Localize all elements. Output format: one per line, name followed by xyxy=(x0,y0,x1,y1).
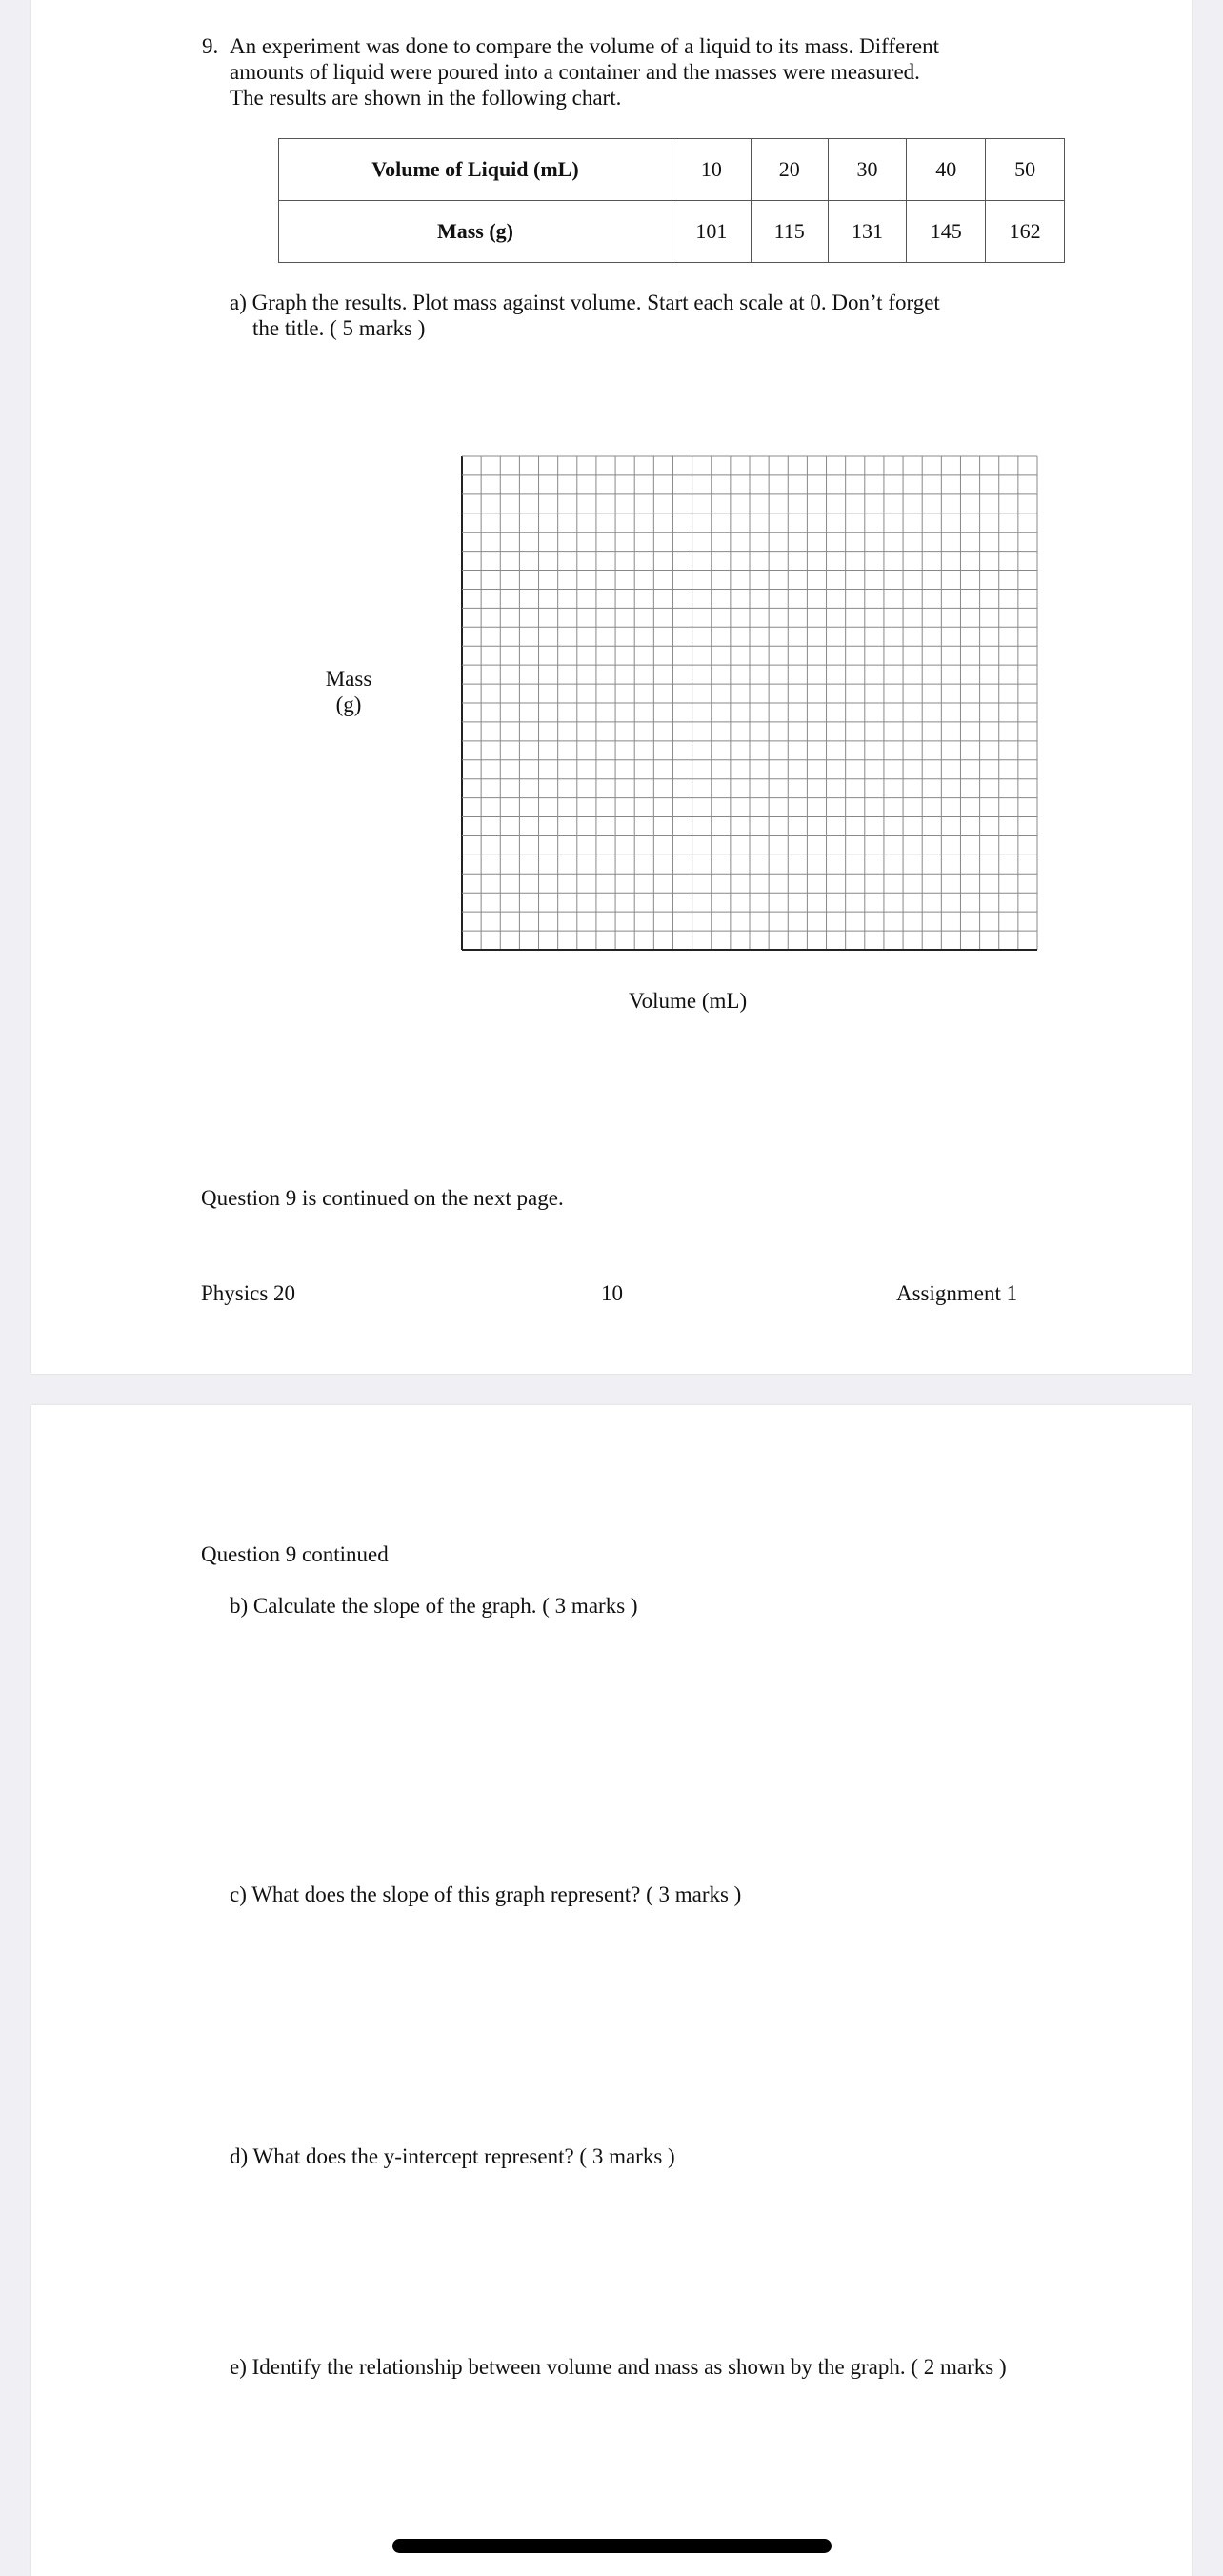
volume-cell: 20 xyxy=(751,139,828,201)
y-axis-label-line-2: (g) xyxy=(335,693,362,716)
volume-header-cell: Volume of Liquid (mL) xyxy=(279,139,672,201)
part-a-line-2: the title. ( 5 marks ) xyxy=(252,316,426,340)
data-table xyxy=(278,138,1065,263)
volume-cell: 40 xyxy=(907,139,986,201)
volume-cell: 10 xyxy=(672,139,752,201)
intro-line-3: The results are shown in the following chart. xyxy=(230,86,622,110)
y-axis-label-line-1: Mass xyxy=(325,667,372,691)
part-e: e) Identify the relationship between volume and mass as shown by the graph. ( 2 marks ) xyxy=(230,2355,1007,2379)
footer-course: Physics 20 xyxy=(201,1281,296,1305)
document-page-1 xyxy=(31,0,1192,1374)
mass-cell: 131 xyxy=(828,201,907,263)
x-axis-label: Volume (mL) xyxy=(629,989,748,1013)
intro-line-2: amounts of liquid were poured into a container and the masses were measured. xyxy=(230,60,920,84)
home-indicator[interactable] xyxy=(392,2539,832,2553)
part-c: c) What does the slope of this graph represent? ( 3 marks ) xyxy=(230,1882,742,1906)
mass-cell: 162 xyxy=(986,201,1065,263)
continued-heading: Question 9 continued xyxy=(201,1542,389,1566)
table-row xyxy=(279,201,1065,263)
part-b: b) Calculate the slope of the graph. ( 3 marks ) xyxy=(230,1594,638,1618)
part-d: d) What does the y-intercept represent? ( 3 marks ) xyxy=(230,2144,675,2168)
volume-cell: 30 xyxy=(828,139,907,201)
part-a-line-1: a) Graph the results. Plot mass against volume. Start each scale at 0. Don’t forget xyxy=(230,291,940,314)
intro-line-1: An experiment was done to compare the volume of a liquid to its mass. Different xyxy=(230,34,939,58)
table-row xyxy=(279,139,1065,201)
footer-page-number: 10 xyxy=(601,1281,623,1305)
mass-cell: 145 xyxy=(907,201,986,263)
mass-cell: 115 xyxy=(751,201,828,263)
mass-cell: 101 xyxy=(672,201,752,263)
document-page-2 xyxy=(31,1405,1192,2576)
footer-assignment: Assignment 1 xyxy=(896,1281,1018,1305)
question-number: 9. xyxy=(202,34,219,58)
graph-paper-grid xyxy=(460,454,1039,952)
continued-note: Question 9 is continued on the next page. xyxy=(201,1186,564,1210)
volume-cell: 50 xyxy=(986,139,1065,201)
mass-header-cell: Mass (g) xyxy=(279,201,672,263)
